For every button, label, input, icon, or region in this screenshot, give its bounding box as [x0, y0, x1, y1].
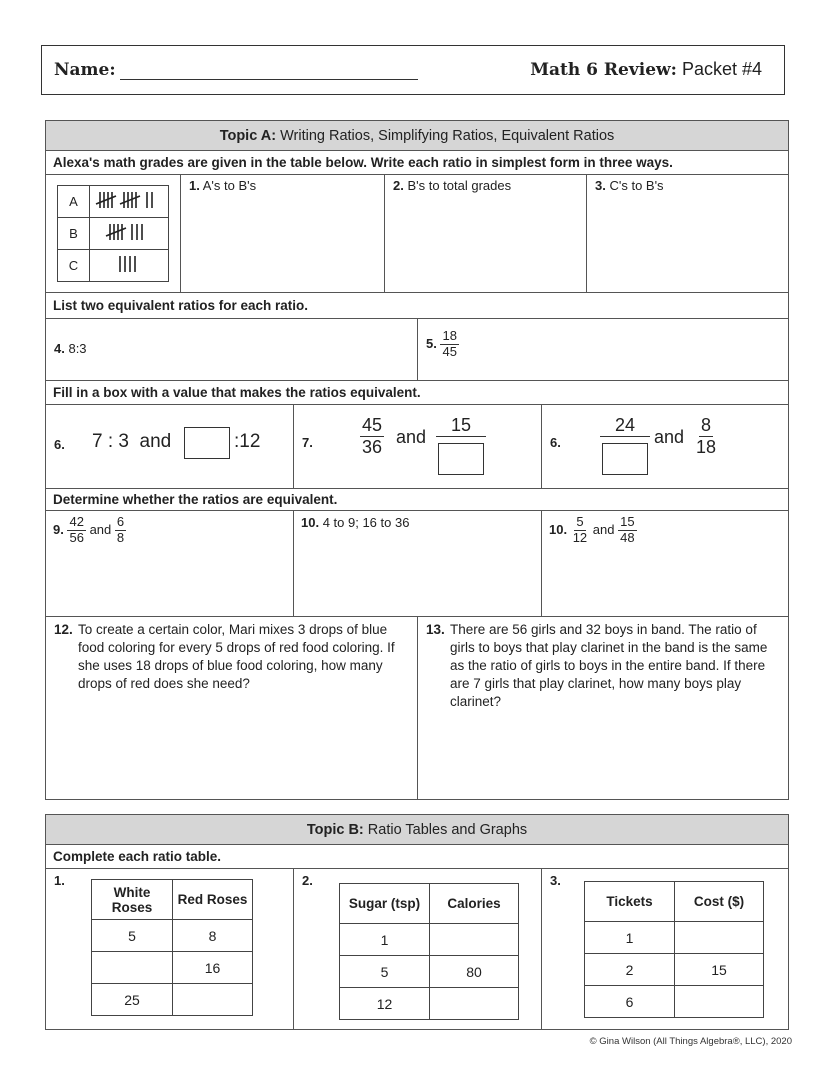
packet-title	[530, 59, 762, 80]
ratio-table-roses	[91, 879, 253, 1016]
fraction	[67, 515, 85, 546]
question-number: 6.	[550, 435, 561, 450]
table-cell[interactable]: 8	[173, 920, 253, 952]
ratio-table-2-cell	[294, 869, 542, 1029]
denominator: 36	[362, 436, 383, 457]
answer-box[interactable]	[184, 427, 230, 459]
table-cell[interactable]: 1	[340, 924, 430, 956]
table-cell[interactable]	[430, 924, 519, 956]
question-13-cell[interactable]	[418, 617, 788, 799]
ratio-text: :12	[234, 431, 261, 452]
numerator: 5	[576, 514, 584, 529]
numerator: 15	[620, 514, 635, 529]
denominator: 45	[442, 343, 457, 359]
question-number: 1.	[189, 178, 200, 193]
instruction-ratio-table: Complete each ratio table.	[46, 845, 788, 869]
question-text: 8:3	[68, 341, 87, 356]
topic-b-title: Ratio Tables and Graphs	[367, 822, 528, 838]
tally-marks	[90, 186, 169, 218]
table-cell[interactable]	[173, 984, 253, 1016]
numerator: 8	[701, 415, 712, 435]
ratio-table-1-cell	[46, 869, 294, 1029]
table-row	[340, 956, 519, 988]
numerator: 42	[69, 514, 84, 529]
table-row	[585, 986, 764, 1018]
fraction	[571, 515, 589, 546]
question-number: 2.	[393, 178, 404, 193]
answer-box[interactable]	[438, 443, 484, 475]
tally-row	[58, 218, 169, 250]
ratio-table-3-cell	[542, 869, 788, 1029]
fraction	[115, 515, 126, 546]
question-number: 5.	[426, 335, 437, 351]
question-number: 10.	[301, 515, 320, 530]
question-text: B's to total grades	[407, 178, 512, 193]
tally-row	[58, 186, 169, 218]
question-10-cell[interactable]	[294, 511, 542, 617]
tally-row	[58, 250, 169, 282]
table-cell[interactable]: 2	[585, 954, 675, 986]
topic-b-header	[46, 815, 788, 845]
question-text: A's to B's	[202, 178, 257, 193]
table-cell[interactable]	[675, 986, 764, 1018]
tally-table	[57, 185, 169, 282]
ratio-table-sugar	[339, 883, 519, 1020]
fraction	[694, 415, 718, 457]
tally-grade: B	[58, 218, 90, 250]
question-3-cell[interactable]	[587, 175, 788, 293]
table-cell[interactable]	[430, 988, 519, 1020]
question-number: 13.	[426, 622, 445, 637]
table-cell[interactable]: 12	[340, 988, 430, 1020]
table-header: White Roses	[92, 880, 173, 920]
copyright-footer: © Gina Wilson (All Things Algebra®, LLC), 2020	[589, 1036, 792, 1047]
question-12-cell[interactable]	[46, 617, 418, 799]
instruction-determine: Determine whether the ratios are equivalent.	[46, 489, 788, 511]
packet-title-bold: Math 6 Review:	[530, 60, 677, 80]
table-row	[92, 952, 253, 984]
tally-marks-icon	[94, 221, 164, 243]
topic-a-label: Topic A:	[219, 128, 277, 144]
question-7-cell	[294, 405, 542, 489]
question-text: To create a certain color, Mari mixes 3 drops of blue food coloring for every 5 drops of red food coloring. If she uses 18 drops of blue food coloring, how many drops of red does she need?	[78, 622, 395, 691]
table-row	[340, 988, 519, 1020]
question-1-cell[interactable]	[181, 175, 385, 293]
question-number: 10.	[549, 521, 568, 537]
numerator: 15	[436, 415, 486, 437]
ratio-table-tickets	[584, 881, 764, 1018]
tally-marks	[90, 218, 169, 250]
table-row	[585, 922, 764, 954]
question-4-cell[interactable]	[46, 319, 418, 381]
topic-a-section	[45, 120, 789, 800]
denominator: 8	[116, 529, 125, 545]
table-row	[92, 984, 253, 1016]
denominator: 48	[620, 529, 635, 545]
question-number: 3.	[595, 178, 606, 193]
denominator: 12	[572, 529, 588, 545]
and-text: and	[396, 427, 427, 447]
fraction	[440, 329, 458, 360]
table-row	[585, 954, 764, 986]
name-line[interactable]	[120, 79, 418, 80]
ratio-text: 7 : 3 and	[92, 431, 172, 452]
and-text: and	[654, 427, 685, 447]
instruction-equivalent: List two equivalent ratios for each ratio.	[46, 293, 788, 319]
table-cell[interactable]	[675, 922, 764, 954]
table-cell[interactable]: 80	[430, 956, 519, 988]
tally-grade: C	[58, 250, 90, 282]
instruction-fill-box: Fill in a box with a value that makes the ratios equivalent.	[46, 381, 788, 405]
question-number: 2.	[302, 873, 313, 888]
question-text: C's to B's	[609, 178, 664, 193]
tally-marks-icon	[94, 253, 164, 275]
numerator: 24	[600, 415, 650, 437]
instruction-alexa: Alexa's math grades are given in the table below. Write each ratio in simplest form in three ways.	[46, 151, 788, 175]
topic-a-title: Writing Ratios, Simplifying Ratios, Equivalent Ratios	[280, 128, 615, 144]
table-cell[interactable]	[92, 952, 173, 984]
table-header: Red Roses	[173, 880, 253, 920]
tally-marks-icon	[94, 189, 164, 211]
table-row	[340, 924, 519, 956]
table-header: Tickets	[585, 882, 675, 922]
question-number: 12.	[54, 622, 73, 637]
table-header: Calories	[430, 884, 519, 924]
worksheet-header	[41, 45, 785, 95]
table-cell[interactable]: 25	[92, 984, 173, 1016]
topic-b-section	[45, 814, 789, 1030]
table-cell[interactable]: 16	[173, 952, 253, 984]
tally-grade: A	[58, 186, 90, 218]
table-cell[interactable]: 5	[92, 920, 173, 952]
fraction	[360, 415, 384, 457]
answer-box[interactable]	[602, 443, 648, 475]
table-header: Sugar (tsp)	[340, 884, 430, 924]
table-cell[interactable]: 6	[585, 986, 675, 1018]
tally-marks	[90, 250, 169, 282]
topic-b-label: Topic B:	[306, 822, 364, 838]
question-11-cell[interactable]	[542, 511, 788, 617]
numerator: 18	[442, 328, 457, 343]
question-number: 4.	[54, 341, 65, 356]
topic-a-header	[46, 121, 788, 151]
question-number: 9.	[53, 521, 64, 537]
and-text: and	[89, 521, 112, 537]
question-9-cell[interactable]	[46, 511, 294, 617]
numerator: 45	[362, 415, 383, 435]
tally-cell	[46, 175, 181, 293]
denominator: 18	[696, 436, 717, 457]
table-header: Cost ($)	[675, 882, 764, 922]
question-5-cell[interactable]	[418, 319, 788, 381]
and-text: and	[592, 521, 615, 537]
question-number: 3.	[550, 873, 561, 888]
table-cell[interactable]: 15	[675, 954, 764, 986]
fraction	[618, 515, 636, 546]
question-6-cell	[46, 405, 294, 489]
question-number: 6.	[54, 437, 65, 452]
question-number: 1.	[54, 873, 65, 888]
question-2-cell[interactable]	[385, 175, 587, 293]
table-row	[92, 920, 253, 952]
question-8-cell	[542, 405, 788, 489]
numerator: 6	[116, 514, 125, 529]
question-text: There are 56 girls and 32 boys in band. The ratio of girls to boys that play clarinet in the band is the same as the ratio of girls to boys in the entire band. If there are 7 girls that play clarinet, how many boys play clarinet?	[450, 622, 768, 709]
table-cell[interactable]: 5	[340, 956, 430, 988]
question-number: 7.	[302, 435, 313, 450]
name-label: Name:	[54, 60, 116, 80]
table-cell[interactable]: 1	[585, 922, 675, 954]
packet-title-number: Packet #4	[681, 59, 762, 79]
denominator: 56	[69, 529, 84, 545]
question-text: 4 to 9; 16 to 36	[322, 515, 410, 530]
